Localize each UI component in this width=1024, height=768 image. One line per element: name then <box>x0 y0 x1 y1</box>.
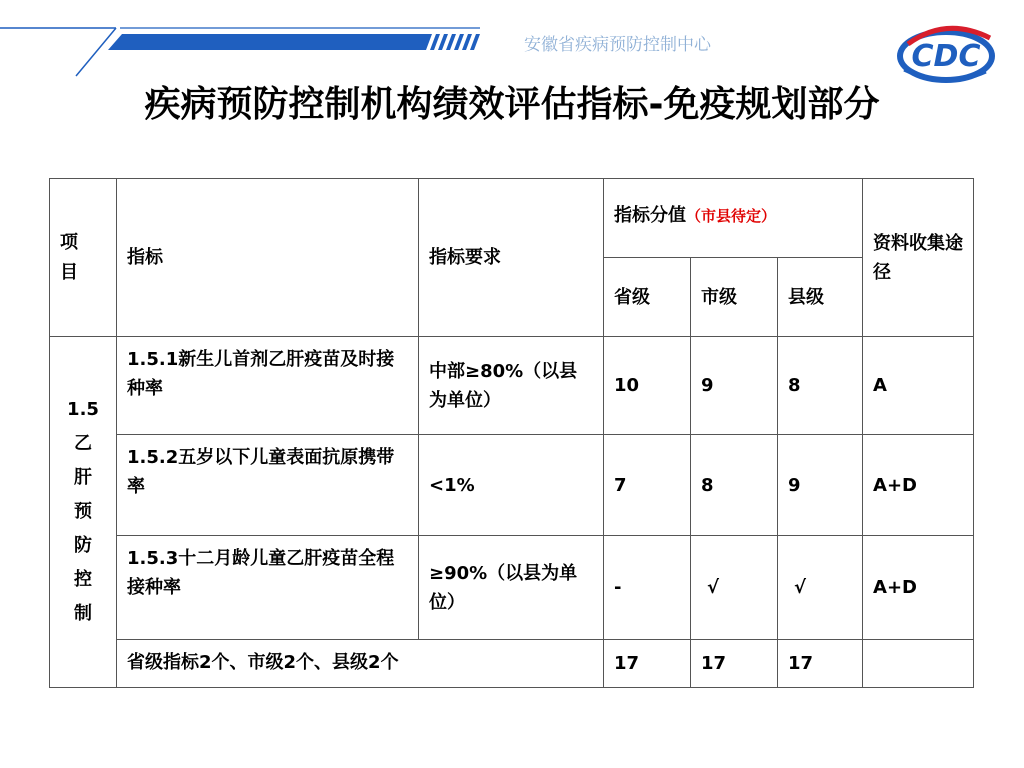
indicator-table <box>49 178 974 688</box>
header-indicator: 指标 <box>117 179 419 337</box>
org-name: 安徽省疾病预防控制中心 <box>524 35 711 55</box>
section-char: 控 <box>74 569 92 590</box>
header-score-group <box>604 179 863 258</box>
section-char: 防 <box>74 535 92 556</box>
summary-row <box>50 640 974 688</box>
provincial-score: - <box>604 536 691 640</box>
logo-text: CDC <box>911 39 981 74</box>
section-code: 1.5 <box>67 399 99 420</box>
city-score: √ <box>691 536 778 640</box>
header-provincial: 省级 <box>604 258 691 337</box>
header-requirement: 指标要求 <box>419 179 604 337</box>
section-char: 肝 <box>74 467 92 488</box>
provincial-score: 10 <box>604 337 691 435</box>
indicator-cell: 1.5.1新生儿首剂乙肝疫苗及时接种率 <box>117 337 419 435</box>
table-row <box>50 337 974 435</box>
section-char: 乙 <box>74 433 92 454</box>
city-score: 9 <box>691 337 778 435</box>
county-score: 8 <box>778 337 863 435</box>
city-score: 8 <box>691 435 778 536</box>
source-cell: A <box>863 337 974 435</box>
provincial-score: 7 <box>604 435 691 536</box>
header-score-note: （市县待定） <box>686 207 777 225</box>
indicator-cell: 1.5.2五岁以下儿童表面抗原携带率 <box>117 435 419 536</box>
summary-provincial: 17 <box>604 640 691 688</box>
source-cell: A+D <box>863 435 974 536</box>
header-item <box>50 179 117 337</box>
county-score: 9 <box>778 435 863 536</box>
indicator-cell: 1.5.3十二月龄儿童乙肝疫苗全程接种率 <box>117 536 419 640</box>
header-city: 市级 <box>691 258 778 337</box>
header-county: 县级 <box>778 258 863 337</box>
table-row <box>50 536 974 640</box>
section-cell <box>50 337 117 688</box>
summary-county: 17 <box>778 640 863 688</box>
requirement-cell: <1% <box>419 435 604 536</box>
summary-city: 17 <box>691 640 778 688</box>
header-source: 资料收集途径 <box>863 179 974 337</box>
section-char: 预 <box>74 501 92 522</box>
table-row <box>50 435 974 536</box>
requirement-cell: ≥90%（以县为单位） <box>419 536 604 640</box>
section-char: 制 <box>74 603 92 624</box>
header-score-label: 指标分值 <box>614 205 686 226</box>
source-cell: A+D <box>863 536 974 640</box>
summary-source <box>863 640 974 688</box>
summary-label: 省级指标2个、市级2个、县级2个 <box>117 640 604 688</box>
county-score: √ <box>778 536 863 640</box>
header-item-label: 项目 <box>60 231 78 283</box>
requirement-cell: 中部≥80%（以县为单位） <box>419 337 604 435</box>
page-title: 疾病预防控制机构绩效评估指标-免疫规划部分 <box>144 84 880 125</box>
